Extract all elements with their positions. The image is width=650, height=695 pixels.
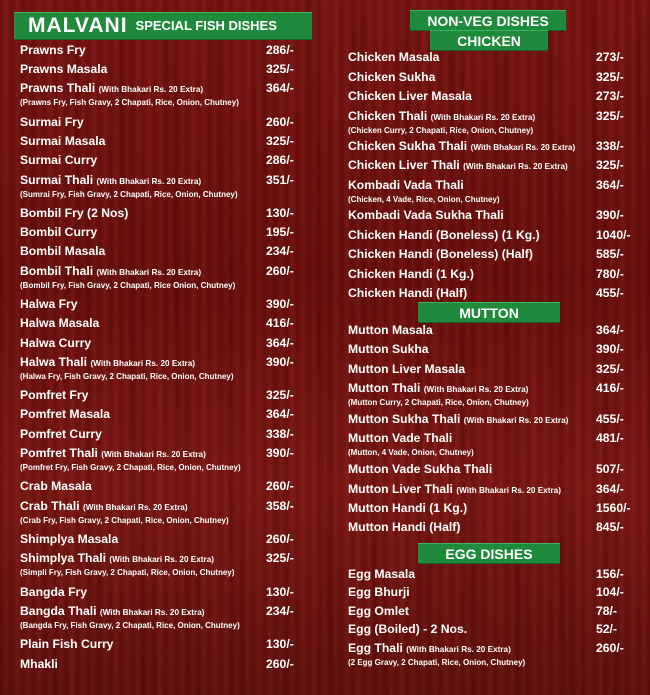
menu-item-price: 364/- [266, 407, 294, 422]
menu-item-price: 780/- [596, 266, 624, 281]
menu-item-title: Bombil Thali [20, 263, 94, 278]
menu-item-name [348, 267, 474, 282]
menu-item-title: Chicken Liver Thali [348, 158, 460, 173]
menu-item-price: 325/- [596, 108, 624, 123]
menu-item-extra-note: (With Bhakari Rs. 20 Extra) [98, 85, 204, 95]
menu-item-name [348, 501, 467, 516]
menu-item-price: 260/- [596, 640, 624, 655]
menu-item-price: 585/- [596, 247, 624, 262]
menu-item-extra-note: (With Bhakari Rs. 20 Extra) [456, 485, 561, 495]
menu-item-title: Mutton Thali [348, 380, 421, 395]
menu-item-price: 325/- [266, 551, 294, 566]
menu-item-price: 1040/- [596, 227, 631, 242]
menu-item-description: (Halwa Fry, Fish Gravy, 2 Chapati, Rice, Onion, Chutney) [20, 371, 234, 381]
menu-item-name [348, 585, 410, 600]
menu-item-price: 130/- [266, 206, 294, 220]
menu-item-price: 416/- [266, 316, 294, 331]
menu-item-price: 52/- [596, 622, 618, 637]
menu-item-name [348, 323, 433, 338]
menu-item-price: 260/- [266, 656, 294, 671]
menu-item-name [348, 247, 533, 262]
menu-item-name [348, 462, 492, 477]
menu-item-title: Prawns Masala [20, 62, 108, 77]
menu-item-name [20, 407, 110, 422]
menu-item-name [348, 50, 439, 65]
menu-item-price: 325/- [266, 62, 294, 77]
menu-item-title: Prawns Fry [20, 43, 86, 57]
menu-item-price: 286/- [266, 43, 294, 57]
menu-item-name [20, 316, 99, 331]
section-title: CHICKEN [457, 32, 521, 49]
menu-item-title: Mutton Handi (Half) [348, 520, 461, 535]
menu-item-description: (Pomfret Fry, Fish Gravy, 2 Chapati, Rice, Onion, Chutney) [20, 462, 241, 472]
menu-item-name [20, 637, 113, 652]
menu-item-extra-note: (With Bhakari Rs. 20 Extra) [430, 112, 536, 122]
menu-item-name [348, 158, 568, 174]
section-title: EGG DISHES [445, 545, 533, 562]
menu-item-title: Bombil Masala [20, 244, 106, 259]
section-title: MUTTON [459, 304, 519, 321]
menu-item-name [20, 336, 91, 351]
menu-item-price: 338/- [596, 138, 624, 153]
menu-item-extra-note: (With Bhakari Rs. 20 Extra) [96, 267, 202, 277]
non-veg-title: NON-VEG DISHES [427, 12, 549, 29]
menu-item-description: (Mutton Curry, 2 Chapati, Rice, Onion, Chutney) [348, 397, 529, 407]
menu-item-name [20, 585, 87, 600]
menu-item-price: 390/- [266, 354, 294, 369]
menu-item-description: (Chicken Curry, 2 Chapati, Rice, Onion, Chutney) [348, 125, 534, 135]
malvani-subtitle: SPECIAL FISH DISHES [135, 18, 277, 33]
menu-item-price: 364/- [266, 335, 294, 350]
menu-item-title: Crab Thali [20, 498, 80, 513]
menu-item-title: Mutton Sukha Thali [348, 411, 461, 426]
menu-item-extra-note: (With Bhakari Rs. 20 Extra) [463, 162, 568, 172]
menu-item-price: 1560/- [596, 500, 631, 515]
menu-item-name [348, 208, 504, 223]
malvani-title: MALVANI [28, 14, 128, 37]
menu-item-price: 416/- [596, 380, 624, 395]
menu-item-price: 260/- [266, 479, 294, 494]
menu-item-extra-note: (With Bhakari Rs. 20 Extra) [101, 449, 206, 459]
menu-item-price: 338/- [266, 426, 294, 441]
menu-item-price: 156/- [596, 567, 624, 581]
menu-item-name [20, 153, 97, 168]
menu-item-price: 325/- [596, 361, 624, 376]
menu-item-price: 390/- [266, 445, 294, 460]
menu-item-price: 78/- [596, 603, 618, 618]
menu-item-extra-note: (With Bhakari Rs. 20 Extra) [96, 176, 202, 186]
menu-item-name [20, 244, 105, 259]
menu-item-name [348, 412, 568, 428]
menu-item-name [348, 178, 464, 193]
menu-item-price: 358/- [266, 498, 294, 513]
menu-item-title: Surmai Fry [20, 114, 84, 129]
menu-item-title: Mutton Vade Thali [348, 431, 453, 446]
menu-item-title: Egg Masala [348, 567, 416, 581]
menu-item-extra-note: (With Bhakari Rs. 20 Extra) [470, 142, 576, 152]
menu-item-title: Mutton Liver Thali [348, 481, 453, 496]
menu-item-title: Pomfret Thali [20, 445, 98, 460]
section-banner-mutton [418, 302, 560, 323]
menu-item-title: Kombadi Vada Sukha Thali [348, 208, 504, 222]
menu-item-title: Egg (Boiled) - 2 Nos. [348, 622, 468, 637]
menu-item-title: Egg Thali [348, 640, 403, 655]
menu-item-price: 286/- [266, 153, 294, 168]
menu-item-title: Crab Masala [20, 479, 92, 494]
menu-item-name [20, 657, 58, 672]
menu-item-name [348, 139, 575, 155]
menu-item-name [20, 388, 88, 403]
menu-item-name [348, 482, 561, 498]
menu-item-name [20, 43, 86, 58]
menu-item-price: 234/- [266, 603, 294, 618]
menu-item-name [20, 134, 105, 149]
menu-item-price: 364/- [596, 481, 624, 496]
menu-item-price: 130/- [266, 637, 294, 652]
menu-item-price: 260/- [266, 263, 294, 278]
menu-item-title: Pomfret Fry [20, 388, 89, 403]
menu-item-name [348, 431, 452, 446]
menu-item-title: Chicken Liver Masala [348, 89, 472, 104]
menu-item-name [20, 206, 128, 221]
menu-item-description: (Simpli Fry, Fish Gravy, 2 Chapati, Rice, Onion, Chutney) [20, 568, 235, 578]
menu-item-title: Bombil Fry (2 Nos) [20, 206, 129, 220]
menu-item-price: 104/- [596, 585, 624, 600]
menu-item-title: Shimplya Thali [20, 551, 107, 566]
menu-item-price: 364/- [266, 81, 294, 96]
menu-item-title: Egg Bhurji [348, 585, 410, 600]
menu-item-name [348, 89, 472, 104]
menu-item-title: Chicken Handi (1 Kg.) [348, 266, 474, 281]
menu-item-title: Halwa Thali [20, 354, 88, 369]
menu-item-title: Prawns Thali [20, 81, 96, 96]
menu-item-extra-note: (With Bhakari Rs. 20 Extra) [109, 555, 214, 565]
non-veg-banner [410, 10, 566, 31]
menu-item-title: Halwa Curry [20, 335, 92, 350]
menu-item-name [20, 115, 84, 130]
menu-item-extra-note: (With Bhakari Rs. 20 Extra) [406, 644, 511, 654]
menu-item-price: 234/- [266, 244, 294, 259]
menu-item-title: Chicken Masala [348, 50, 440, 64]
menu-item-title: Halwa Fry [20, 297, 78, 312]
malvani-banner [14, 12, 312, 40]
menu-item-name [348, 228, 540, 243]
menu-item-title: Kombadi Vada Thali [348, 178, 464, 192]
menu-item-name [20, 62, 107, 77]
section-banner-chicken [430, 30, 548, 51]
menu-item-title: Chicken Thali [348, 108, 428, 123]
menu-item-price: 364/- [596, 178, 624, 192]
menu-item-description: (Prawns Fry, Fish Gravy, 2 Chapati, Rice, Onion, Chutney) [20, 98, 239, 108]
menu-item-extra-note: (With Bhakari Rs. 20 Extra) [82, 502, 188, 512]
menu-item-title: Chicken Handi (Boneless) (1 Kg.) [348, 227, 540, 242]
menu-item-title: Surmai Masala [20, 134, 106, 149]
menu-item-title: Mutton Masala [348, 323, 433, 337]
menu-item-title: Chicken Handi (Boneless) (Half) [348, 247, 533, 262]
menu-item-name [348, 342, 429, 357]
menu-item-title: Surmai Thali [20, 172, 94, 187]
menu-item-description: (Mutton, 4 Vade, Onion, Chutney) [348, 448, 474, 458]
menu-item-title: Pomfret Curry [20, 426, 102, 441]
menu-item-extra-note: (With Bhakari Rs. 20 Extra) [90, 358, 196, 368]
menu-item-price: 455/- [596, 286, 624, 301]
menu-item-title: Mhakli [20, 656, 58, 671]
menu-item-title: Pomfret Masala [20, 407, 111, 422]
menu-item-description: (Bangda Fry, Fish Gravy, 2 Chapati, Rice, Onion, Chutney) [20, 620, 240, 630]
menu-item-name [348, 286, 467, 301]
menu-item-title: Chicken Handi (Half) [348, 286, 468, 301]
menu-item-price: 325/- [266, 134, 294, 149]
menu-item-price: 260/- [266, 114, 294, 129]
menu-item-price: 481/- [596, 431, 624, 446]
menu-item-description: (2 Egg Gravy, 2 Chapati, Rice, Onion, Chutney) [348, 657, 526, 667]
menu-item-name [348, 622, 467, 637]
menu-item-price: 273/- [596, 89, 624, 104]
menu-item-description: (Crab Fry, Fish Gravy, 2 Chapati, Rice, Onion, Chutney) [20, 515, 229, 525]
menu-item-price: 130/- [266, 584, 294, 599]
menu-item-price: 325/- [266, 388, 294, 403]
menu-item-title: Chicken Sukha [348, 69, 436, 84]
menu-item-description: (Chicken, 4 Vade, Rice, Onion, Chutney) [348, 195, 500, 204]
menu-item-name [348, 567, 415, 582]
menu-item-price: 325/- [596, 158, 624, 173]
menu-item-name [20, 225, 97, 240]
menu-item-name [20, 479, 92, 494]
menu-item-extra-note: (With Bhakari Rs. 20 Extra) [423, 384, 529, 394]
menu-item-price: 260/- [266, 532, 294, 546]
menu-item-title: Mutton Vade Sukha Thali [348, 462, 493, 477]
menu-item-price: 455/- [596, 411, 624, 426]
menu-item-description: (Sumrai Fry, Fish Gravy, 2 Chapati, Rice, Onion, Chutney) [20, 189, 238, 199]
menu-item-title: Halwa Masala [20, 316, 100, 331]
menu-item-title: Mutton Sukha [348, 342, 429, 357]
menu-item-price: 390/- [266, 297, 294, 312]
menu-item-price: 195/- [266, 225, 294, 240]
menu-item-title: Shimplya Masala [20, 532, 119, 546]
menu-item-price: 325/- [596, 69, 624, 84]
menu-item-name [20, 427, 102, 442]
menu-item-title: Bombil Curry [20, 225, 98, 240]
menu-item-price: 845/- [596, 520, 624, 535]
menu-item-price: 351/- [266, 172, 294, 187]
menu-item-description: (Bombil Fry, Fish Gravy, 2 Chapati, Rice Onion, Chutney) [20, 280, 236, 290]
menu-item-title: Surmai Curry [20, 153, 98, 168]
menu-item-extra-note: (With Bhakari Rs. 20 Extra) [99, 607, 205, 617]
menu-item-name [20, 532, 118, 547]
menu-item-name [348, 70, 435, 85]
menu-item-title: Mutton Liver Masala [348, 361, 466, 376]
menu-item-price: 390/- [596, 208, 624, 222]
menu-item-price: 364/- [596, 323, 624, 337]
section-banner-egg-dishes [418, 543, 560, 564]
menu-item-title: Egg Omlet [348, 603, 409, 618]
menu-item-title: Mutton Handi (1 Kg.) [348, 500, 468, 515]
menu-item-name [348, 520, 460, 535]
menu-item-title: Bangda Fry [20, 584, 88, 599]
menu-item-name [348, 362, 465, 377]
menu-item-price: 273/- [596, 50, 624, 64]
menu-item-name [20, 297, 78, 312]
menu-item-price: 507/- [596, 462, 624, 477]
menu-item-title: Plain Fish Curry [20, 637, 114, 652]
menu-item-name [348, 604, 409, 619]
menu-item-title: Chicken Sukha Thali [348, 138, 468, 153]
menu-item-price: 390/- [596, 342, 624, 357]
menu-item-title: Bangda Thali [20, 603, 97, 618]
menu-item-extra-note: (With Bhakari Rs. 20 Extra) [463, 415, 569, 425]
